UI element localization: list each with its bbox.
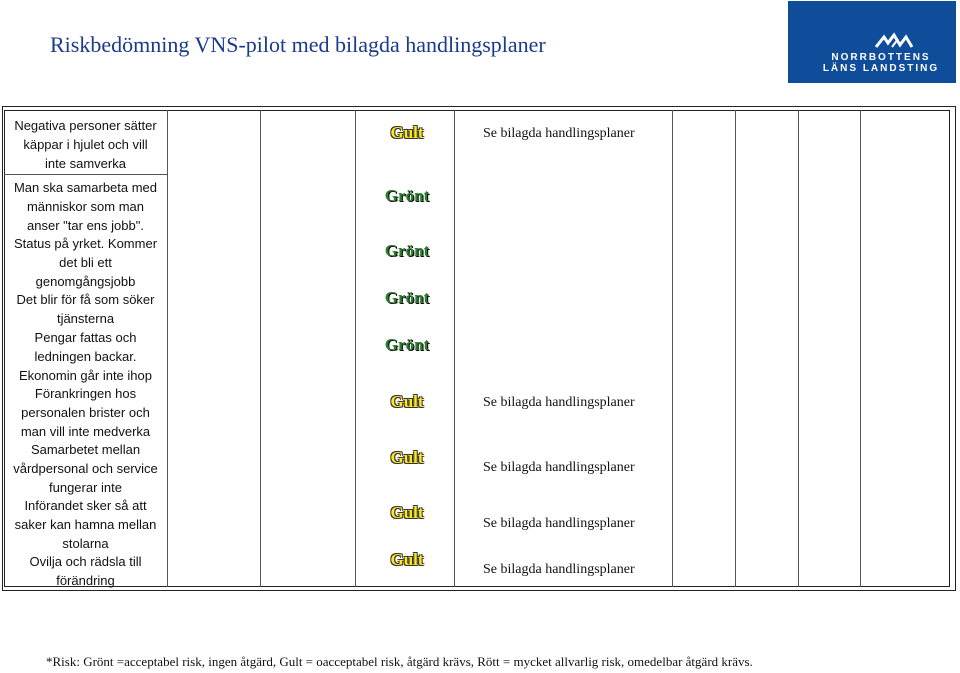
risk-level: Gult (390, 448, 424, 467)
risk-level: Gult (390, 392, 424, 411)
risk-level: Grönt (384, 186, 430, 205)
risk-description: Negativa personer sätter käppar i hjulet och vill inte samverka (14, 118, 157, 171)
risk-description: Man ska samarbeta med människor som man anser "tar ens jobb". (13, 180, 158, 233)
action-plan-text: Se bilagda handlingsplaner (483, 516, 635, 531)
table-column-divider (672, 110, 673, 587)
action-plan-text: Se bilagda handlingsplaner (483, 395, 635, 410)
table-column-divider (454, 110, 455, 587)
action-plan-text: Se bilagda handlingsplaner (483, 562, 635, 577)
risk-description: Införandet sker så att saker kan hamna mellan stolarna (14, 498, 157, 551)
risk-description: Förankringen hos personalen brister och man vill inte medverka (20, 386, 151, 439)
risk-level: Grönt (384, 335, 430, 354)
risk-description: Pengar fattas och ledningen backar. Ekonomin går inte ihop (19, 330, 152, 383)
page-title: Riskbedömning VNS-pilot med bilagda handlingsplaner (50, 32, 546, 57)
table-column-divider (798, 110, 799, 587)
action-plan-text: Se bilagda handlingsplaner (483, 460, 635, 475)
risk-level: Gult (390, 550, 424, 569)
risk-level: Gult (390, 123, 424, 142)
table-column-divider (860, 110, 861, 587)
table-column-divider (355, 110, 356, 587)
risk-level: Gult (390, 503, 424, 522)
logo-text-line1: NORRBOTTENS (831, 52, 931, 63)
risk-description: Det blir för få som söker tjänsterna (16, 292, 155, 326)
norrbottens-logo (788, 1, 956, 83)
table-column-divider (167, 110, 168, 587)
risk-legend-footnote: *Risk: Grönt =acceptabel risk, ingen åtgärd, Gult = oacceptabel risk, åtgärd krävs, Rött = mycket allvarlig risk, omedelbar åtgärd krävs. (46, 654, 753, 669)
risk-description: Status på yrket. Kommer det bli ett genomgångsjobb (13, 236, 158, 289)
action-plan-text: Se bilagda handlingsplaner (483, 126, 635, 141)
risk-level: Grönt (384, 241, 430, 260)
risk-description: Ovilja och rädsla till förändring (29, 554, 142, 588)
table-column-divider (260, 110, 261, 587)
table-row-divider (4, 174, 167, 175)
logo-text-line2: LÄNS LANDSTING (822, 63, 940, 74)
table-column-divider (735, 110, 736, 587)
risk-level: Grönt (384, 288, 430, 307)
risk-description: Samarbetet mellan vårdpersonal och service fungerar inte (13, 442, 158, 495)
